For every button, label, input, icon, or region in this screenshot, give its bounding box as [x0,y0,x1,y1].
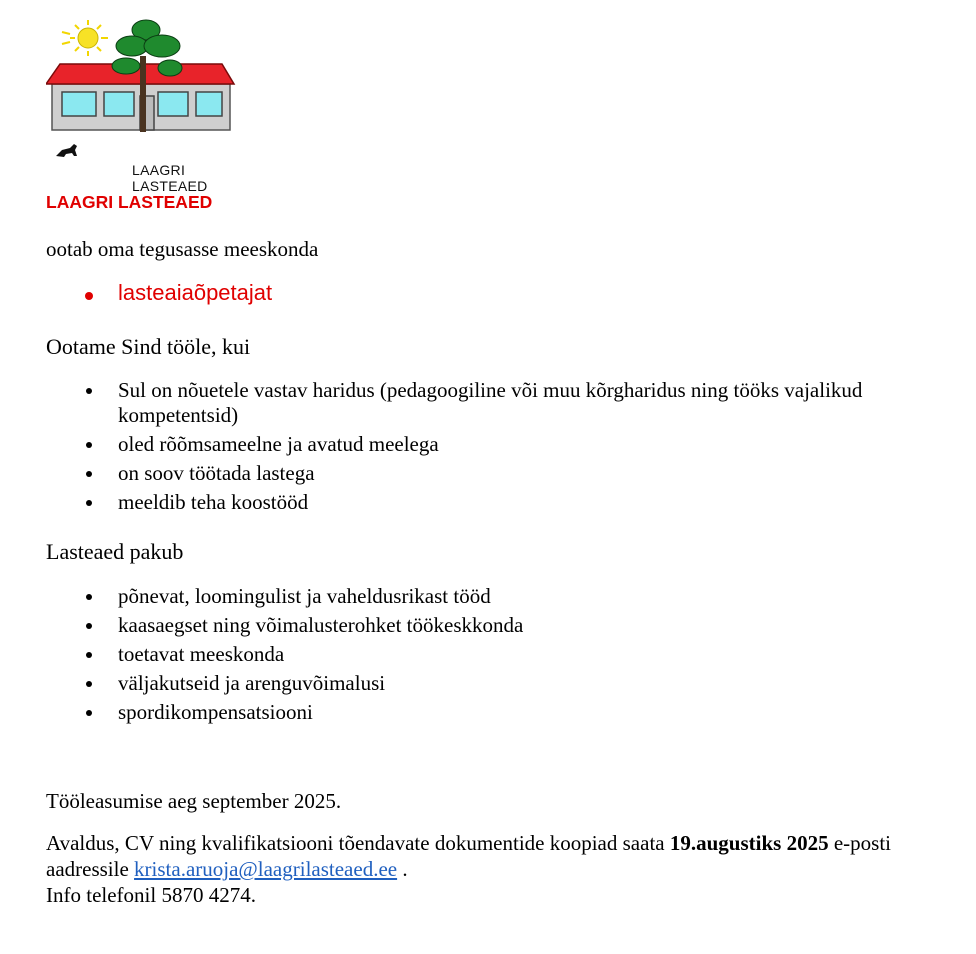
laagri-lasteaed-logo [46,16,236,194]
offer-list [46,584,936,729]
email-link[interactable]: krista.aruoja@laagrilasteaed.ee [134,857,398,881]
intro-text: ootab oma tegusasse meeskonda [46,237,319,261]
list-item: meeldib teha koostööd [46,490,936,515]
organization-name: LAAGRI LASTEAED [46,192,213,212]
list-item: toetavat meeskonda [46,642,936,667]
logo-caption: LAAGRI LASTEAED [132,162,208,194]
phone-info: Info telefonil 5870 4274. [46,883,256,907]
list-item: spordikompensatsiooni [46,700,936,725]
logo-illustration [46,16,236,166]
list-item: kaasaegset ning võimalusterohket töökeskkonda [46,613,936,638]
position-title: lasteaiaõpetajat [46,280,272,306]
sun-icon [62,20,108,56]
dog-icon [56,144,77,157]
application-deadline: 19.augustiks 2025 [669,831,829,855]
application-text: Avaldus, CV ning kvalifikatsiooni tõendavate dokumentide koopiad saata [46,831,670,855]
list-item: on soov töötada lastega [46,461,936,486]
position-list [46,280,272,306]
list-item: oled rõõmsameelne ja avatud meelega [46,432,936,457]
application-text-middle: e-posti aadressile [46,831,891,881]
requirements-list [46,378,936,519]
list-item: väljakutseid ja arenguvõimalusi [46,671,936,696]
start-date-text: Tööleasumise aeg september 2025. [46,789,342,813]
list-item: Sul on nõuetele vastav haridus (pedagoogiline või muu kõrgharidus ning tööks vajalikud kompetentsid) [46,378,936,428]
application-info [46,830,946,908]
requirements-heading: Ootame Sind tööle, kui [46,334,251,359]
offer-heading: Lasteaed pakub [46,539,184,564]
application-text-after: . [397,857,408,881]
list-item: põnevat, loomingulist ja vaheldusrikast tööd [46,584,936,609]
